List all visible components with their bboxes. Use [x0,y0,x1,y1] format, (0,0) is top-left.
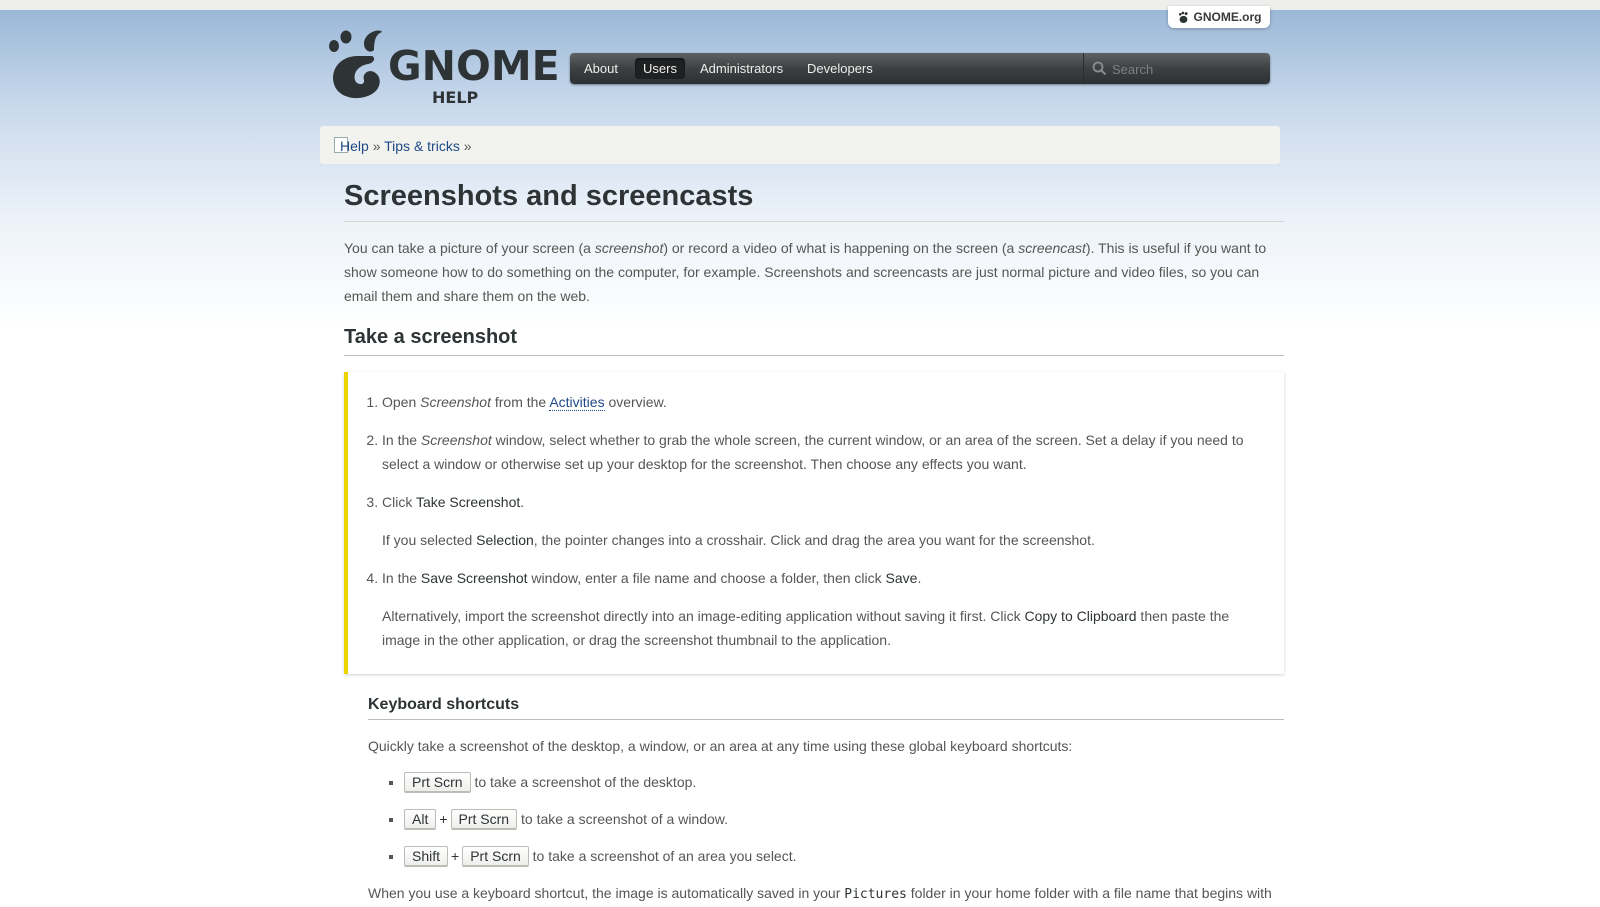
breadcrumb [334,137,472,154]
term-screencast: screencast [1018,240,1086,256]
breadcrumb-help-link[interactable]: Help [340,138,369,154]
top-strip [0,0,1600,10]
step-2: 2. In the Screenshot window, select whether to grab the whole screen, the current window, or an area of the screen. Set a delay if you need to select a window or otherwise set up your desktop for the screenshot. Then choose any effects you want. [382,428,1284,476]
nav-item-users[interactable]: Users [635,58,685,79]
logo-wordmark: GNOME [388,42,560,90]
gnome-help-logo[interactable] [328,28,560,108]
top-navigation [570,53,1270,84]
search-box[interactable] [1083,53,1271,84]
gui-save: Save [885,570,918,586]
key-prt-scrn: Prt Scrn [404,772,471,792]
breadcrumb-separator: » [372,138,381,154]
pictures-folder: Pictures [844,887,907,902]
gui-save-screenshot: Save Screenshot [420,570,528,586]
main-content [344,180,1284,907]
list-item: ▪ Shift + Prt Scrn to take a screenshot of an area you select. [404,844,1284,868]
nav-item-about[interactable]: About [584,61,618,76]
shortcuts-intro: Quickly take a screenshot of the desktop, a window, or an area at any time using these global keyboard shortcuts: [368,738,1073,754]
logo-subtitle: HELP [432,88,479,107]
search-input[interactable] [1110,59,1264,80]
keyboard-shortcuts-section [368,696,1284,907]
gnome-foot-icon [328,28,388,104]
keyboard-shortcuts-heading: Keyboard shortcuts [368,696,1284,720]
shortcuts-footer: When you use a keyboard shortcut, the image is automatically saved in your Pictures folder in your home folder with a file name that begins with [368,885,1272,902]
gui-copy-to-clipboard: Copy to Clipboard [1024,608,1137,624]
intro-paragraph: You can take a picture of your screen (a screenshot) or record a video of what is happening on the screen (a screencast). This is useful if you want to show someone how to do something on the computer, for example. Screenshots and screencasts are just normal picture and video files, so you can email them and share them on the web. [344,240,1267,304]
gui-selection: Selection [476,532,534,548]
gnome-org-link[interactable] [1168,6,1270,28]
breadcrumb-tips-link[interactable]: Tips & tricks [384,138,460,154]
list-item: ▪ Prt Scrn to take a screenshot of the desktop. [404,770,1284,794]
breadcrumb-separator: » [463,138,472,154]
nav-item-developers[interactable]: Developers [807,61,873,76]
step-4: 4. In the Save Screenshot window, enter a file name and choose a folder, then click Save. Alternatively, import the screenshot directly into an image-editing application without saving it first. Click Copy to Clipboard then paste the image in the other application, or drag the screenshot thumbnail to the application. [382,566,1284,652]
shortcuts-list [368,770,1284,868]
key-prt-scrn: Prt Scrn [462,846,529,866]
breadcrumb-bar [320,126,1280,164]
key-alt: Alt [404,809,436,829]
search-icon [1092,61,1107,76]
gnome-org-label: GNOME.org [1193,10,1262,24]
activities-link[interactable]: Activities [549,394,605,410]
steps-list [348,390,1284,652]
steps-box [344,372,1284,674]
page-title: Screenshots and screencasts [344,180,1284,222]
nav-item-administrators[interactable]: Administrators [700,61,784,76]
step-1: 1. Open Screenshot from the Activities overview. [382,390,1284,414]
key-prt-scrn: Prt Scrn [451,809,518,829]
key-shift: Shift [404,846,448,866]
step-3: 3. Click Take Screenshot. If you selected Selection, the pointer changes into a crosshair. Click and drag the area you want for the screenshot. [382,490,1284,552]
take-screenshot-heading: Take a screenshot [344,326,1284,356]
list-item: ▪ Alt + Prt Scrn to take a screenshot of a window. [404,807,1284,831]
gui-take-screenshot: Take Screenshot [415,494,521,510]
gnome-foot-icon [1177,11,1190,24]
term-screenshot: screenshot [594,240,664,256]
